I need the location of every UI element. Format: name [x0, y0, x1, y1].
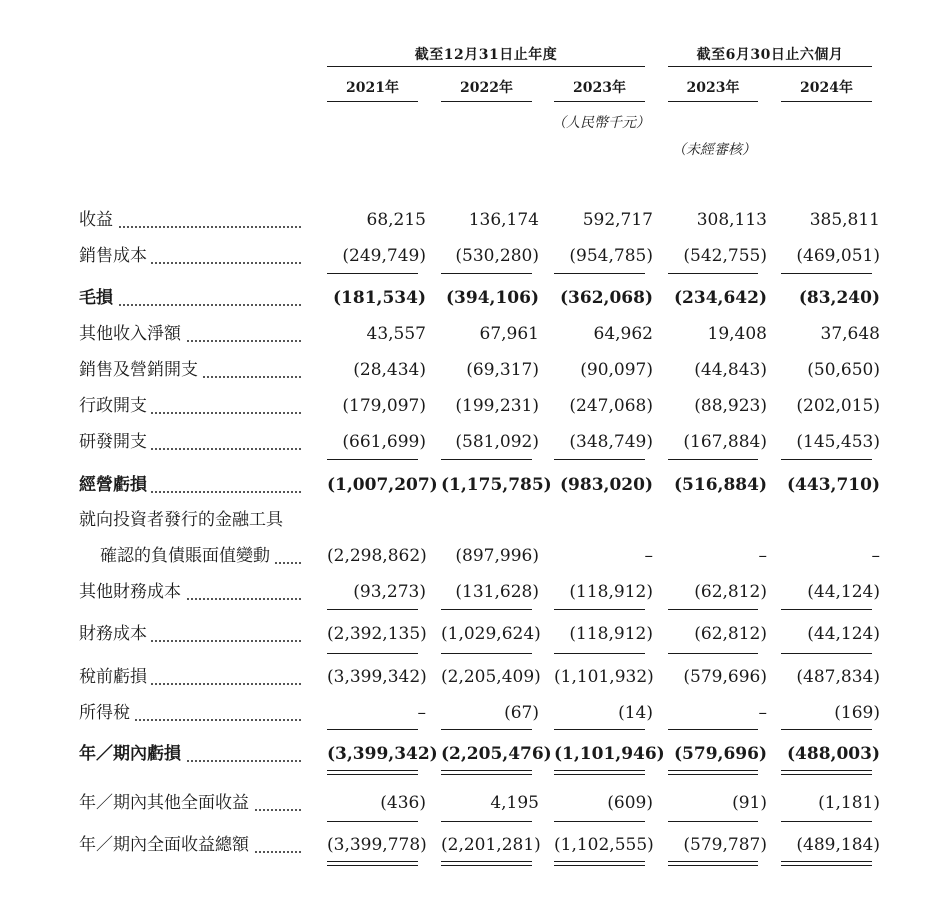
- row-label: 所得稅: [79, 699, 301, 727]
- cell-2023-h1: (62,812): [694, 582, 767, 602]
- cell-2024-h1: –: [871, 546, 880, 566]
- cell-2023: (118,912): [569, 624, 653, 644]
- table-row-other-comprehensive-income: [0, 789, 939, 817]
- cell-2024-h1: (443,710): [787, 475, 880, 495]
- cell-2021: 68,215: [366, 210, 426, 230]
- subtotal-rule: [327, 273, 418, 274]
- table-row-finance-costs: [0, 620, 939, 648]
- cell-2024-h1: (44,124): [807, 624, 880, 644]
- cell-2021: (436): [380, 793, 426, 813]
- subtotal-rule: [668, 273, 758, 274]
- table-row-liability-change: [0, 542, 939, 570]
- subtotal-rule: [781, 729, 872, 730]
- cell-2021: (3,399,342): [327, 744, 438, 764]
- cell-2022: (2,205,476): [441, 744, 552, 764]
- table-row-cost-of-sales: [0, 242, 939, 270]
- currency-unit-note: （人民幣千元）: [552, 115, 650, 131]
- row-label: 年／期內全面收益總額: [79, 831, 301, 859]
- subtotal-rule: [441, 273, 532, 274]
- year-header-2022: 2022年: [441, 77, 532, 102]
- table-row-other-income: [0, 320, 939, 348]
- period-header-year-ended: 截至12月31日止年度: [327, 44, 645, 67]
- cell-2021: 43,557: [366, 324, 426, 344]
- year-header-2021: 2021年: [327, 77, 418, 102]
- cell-2023-h1: (579,696): [683, 667, 767, 687]
- subtotal-rule: [554, 459, 645, 460]
- cell-2022: (131,628): [455, 582, 539, 602]
- cell-2024-h1: (489,184): [796, 835, 880, 855]
- subtotal-rule: [327, 821, 418, 822]
- cell-2022: (897,996): [455, 546, 539, 566]
- table-row-total-comprehensive-income: [0, 831, 939, 859]
- cell-2021: (181,534): [333, 288, 426, 308]
- cell-2024-h1: (83,240): [798, 288, 880, 308]
- subtotal-rule: [668, 821, 758, 822]
- cell-2023: (247,068): [569, 396, 653, 416]
- cell-2023: (1,102,555): [554, 835, 654, 855]
- subtotal-rule: [441, 821, 532, 822]
- cell-2023-h1: (542,755): [683, 246, 767, 266]
- subtotal-rule: [668, 729, 758, 730]
- row-label: 就向投資者發行的金融工具: [79, 506, 301, 534]
- unaudited-note: （未經審核）: [672, 142, 756, 158]
- cell-2022: (1,029,624): [441, 624, 541, 644]
- total-double-rule: [441, 861, 532, 866]
- table-row-rnd-expenses: [0, 428, 939, 456]
- year-header-2024-interim: 2024年: [781, 77, 872, 102]
- row-label: 銷售及營銷開支: [79, 356, 301, 384]
- cell-2021: (2,298,862): [327, 546, 427, 566]
- cell-2023-h1: (91): [732, 793, 767, 813]
- table-row-loss-before-tax: [0, 663, 939, 691]
- table-row-selling-expenses: [0, 356, 939, 384]
- table-row-financial-instruments-heading: [0, 506, 939, 534]
- cell-2022: 4,195: [490, 793, 539, 813]
- cell-2021: (3,399,778): [327, 835, 427, 855]
- total-double-rule: [441, 770, 532, 775]
- cell-2023: (118,912): [569, 582, 653, 602]
- cell-2021: (3,399,342): [327, 667, 427, 687]
- cell-2023-h1: (62,812): [694, 624, 767, 644]
- subtotal-rule: [668, 609, 758, 610]
- cell-2023: (90,097): [580, 360, 653, 380]
- subtotal-rule: [668, 653, 758, 654]
- year-header-2023-interim: 2023年: [668, 77, 758, 102]
- cell-2024-h1: (145,453): [796, 432, 880, 452]
- total-double-rule: [781, 861, 872, 866]
- period-header-six-months: 截至6月30日止六個月: [668, 44, 872, 67]
- cell-2021: –: [417, 703, 426, 723]
- cell-2023: (1,101,932): [554, 667, 654, 687]
- cell-2021: (249,749): [342, 246, 426, 266]
- total-double-rule: [327, 770, 418, 775]
- cell-2023-h1: (44,843): [694, 360, 767, 380]
- cell-2023: (348,749): [569, 432, 653, 452]
- cell-2023-h1: –: [758, 703, 767, 723]
- cell-2023-h1: (516,884): [674, 475, 767, 495]
- row-label: 稅前虧損: [79, 663, 301, 691]
- cell-2023: –: [644, 546, 653, 566]
- table-row-other-finance-costs: [0, 578, 939, 606]
- table-row-admin-expenses: [0, 392, 939, 420]
- cell-2023: 64,962: [593, 324, 653, 344]
- table-row-revenue: [0, 206, 939, 234]
- subtotal-rule: [668, 459, 758, 460]
- cell-2023: (1,101,946): [554, 744, 665, 764]
- subtotal-rule: [441, 729, 532, 730]
- row-label: 財務成本: [79, 620, 301, 648]
- cell-2023-h1: (579,696): [674, 744, 767, 764]
- cell-2022: (394,106): [446, 288, 539, 308]
- cell-2024-h1: 385,811: [809, 210, 880, 230]
- cell-2023-h1: (88,923): [694, 396, 767, 416]
- row-label: 年／期內虧損: [79, 740, 301, 768]
- cell-2023-h1: 19,408: [707, 324, 767, 344]
- cell-2023: (609): [607, 793, 653, 813]
- row-label: 行政開支: [79, 392, 301, 420]
- cell-2022: (530,280): [455, 246, 539, 266]
- table-row-operating-loss: [0, 471, 939, 499]
- row-label: 毛損: [79, 284, 301, 312]
- total-double-rule: [554, 770, 645, 775]
- cell-2021: (28,434): [353, 360, 426, 380]
- row-label: 經營虧損: [79, 471, 301, 499]
- subtotal-rule: [554, 729, 645, 730]
- cell-2021: (1,007,207): [327, 475, 438, 495]
- cell-2023: (954,785): [569, 246, 653, 266]
- cell-2022: 67,961: [479, 324, 539, 344]
- cell-2022: (1,175,785): [441, 475, 552, 495]
- cell-2023-h1: 308,113: [696, 210, 767, 230]
- row-label: 其他收入淨額: [79, 320, 301, 348]
- subtotal-rule: [554, 273, 645, 274]
- row-label: 研發開支: [79, 428, 301, 456]
- cell-2024-h1: (488,003): [787, 744, 880, 764]
- table-row-income-tax: [0, 699, 939, 727]
- cell-2024-h1: (50,650): [807, 360, 880, 380]
- subtotal-rule: [781, 459, 872, 460]
- cell-2022: (69,317): [466, 360, 539, 380]
- cell-2024-h1: (1,181): [818, 793, 880, 813]
- cell-2023: (362,068): [560, 288, 653, 308]
- subtotal-rule: [327, 653, 418, 654]
- cell-2023-h1: (579,787): [683, 835, 767, 855]
- cell-2023: 592,717: [582, 210, 653, 230]
- total-double-rule: [781, 770, 872, 775]
- subtotal-rule: [554, 821, 645, 822]
- total-double-rule: [668, 770, 758, 775]
- cell-2022: (581,092): [455, 432, 539, 452]
- row-label: 銷售成本: [79, 242, 301, 270]
- total-double-rule: [327, 861, 418, 866]
- subtotal-rule: [781, 273, 872, 274]
- cell-2022: 136,174: [468, 210, 539, 230]
- cell-2024-h1: (487,834): [796, 667, 880, 687]
- cell-2022: (2,201,281): [441, 835, 541, 855]
- subtotal-rule: [781, 821, 872, 822]
- row-label: 年／期內其他全面收益: [79, 789, 301, 817]
- subtotal-rule: [554, 609, 645, 610]
- cell-2023: (983,020): [560, 475, 653, 495]
- subtotal-rule: [554, 653, 645, 654]
- cell-2021: (93,273): [353, 582, 426, 602]
- cell-2023-h1: (167,884): [683, 432, 767, 452]
- cell-2022: (2,205,409): [441, 667, 541, 687]
- cell-2023: (14): [618, 703, 653, 723]
- cell-2023-h1: –: [758, 546, 767, 566]
- cell-2021: (2,392,135): [327, 624, 427, 644]
- row-label: 其他財務成本: [79, 578, 301, 606]
- cell-2022: (199,231): [455, 396, 539, 416]
- subtotal-rule: [441, 653, 532, 654]
- cell-2021: (661,699): [342, 432, 426, 452]
- subtotal-rule: [441, 609, 532, 610]
- subtotal-rule: [441, 459, 532, 460]
- total-double-rule: [554, 861, 645, 866]
- row-label: 收益: [79, 206, 301, 234]
- table-row-loss-for-period: [0, 740, 939, 768]
- cell-2021: (179,097): [342, 396, 426, 416]
- cell-2024-h1: (44,124): [807, 582, 880, 602]
- cell-2022: (67): [504, 703, 539, 723]
- cell-2024-h1: (202,015): [796, 396, 880, 416]
- cell-2024-h1: (169): [834, 703, 880, 723]
- subtotal-rule: [781, 653, 872, 654]
- cell-2023-h1: (234,642): [674, 288, 767, 308]
- cell-2024-h1: 37,648: [820, 324, 880, 344]
- year-header-2023: 2023年: [554, 77, 645, 102]
- subtotal-rule: [327, 729, 418, 730]
- table-row-gross-loss: [0, 284, 939, 312]
- subtotal-rule: [327, 459, 418, 460]
- subtotal-rule: [781, 609, 872, 610]
- row-label: 確認的負債賬面值變動: [100, 542, 301, 570]
- total-double-rule: [668, 861, 758, 866]
- subtotal-rule: [327, 609, 418, 610]
- cell-2024-h1: (469,051): [796, 246, 880, 266]
